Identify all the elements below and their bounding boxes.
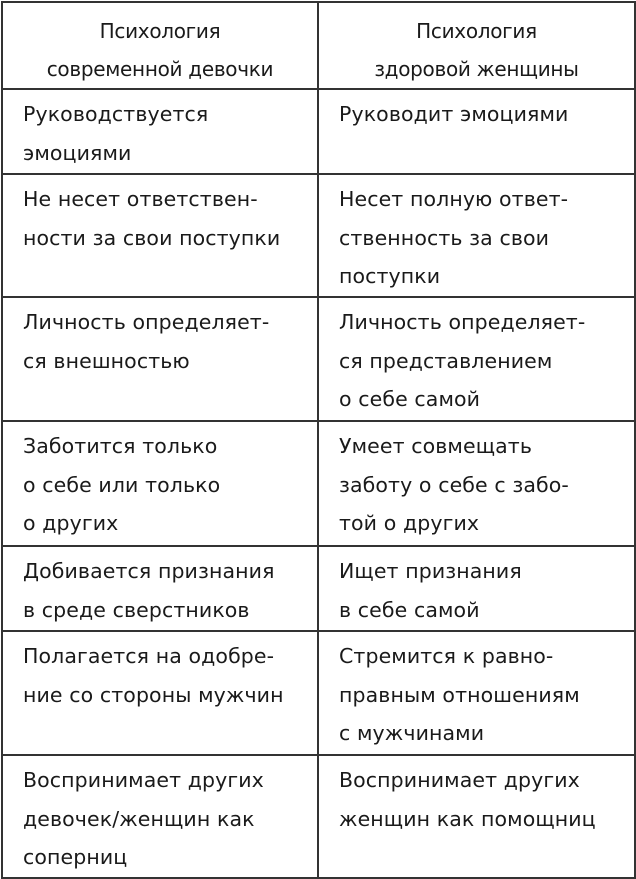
table-row (2, 297, 635, 421)
cell-woman: Несет полную ответ- ственность за свои поступки (318, 174, 635, 297)
cell-woman: Стремится к равно- правным отношениям с мужчинами (318, 631, 635, 755)
table-row (2, 421, 635, 546)
cell-girl: Полагается на одобре- ние со стороны мужчин (2, 631, 318, 755)
cell-girl: Воспринимает других девочек/женщин как соперниц (2, 755, 318, 878)
cell-girl: Добивается признания в среде сверстников (2, 546, 318, 631)
cell-woman: Ищет признания в себе самой (318, 546, 635, 631)
cell-girl: Личность определяет- ся внешностью (2, 297, 318, 421)
table-row (2, 546, 635, 631)
header-girl-psychology: Психология современной девочки (2, 2, 318, 89)
table-row (2, 174, 635, 297)
header-woman-psychology: Психология здоровой женщины (318, 2, 635, 89)
comparison-table (1, 1, 636, 879)
table-row (2, 755, 635, 878)
table-row (2, 631, 635, 755)
cell-woman: Умеет совмещать заботу о себе с забо- той о других (318, 421, 635, 546)
cell-girl: Не несет ответствен- ности за свои поступки (2, 174, 318, 297)
table-row (2, 89, 635, 174)
header-row (2, 2, 635, 89)
cell-girl: Руководствуется эмоциями (2, 89, 318, 174)
cell-woman: Воспринимает других женщин как помощниц (318, 755, 635, 878)
cell-woman: Руководит эмоциями (318, 89, 635, 174)
cell-girl: Заботится только о себе или только о других (2, 421, 318, 546)
cell-woman: Личность определяет- ся представлением о себе самой (318, 297, 635, 421)
